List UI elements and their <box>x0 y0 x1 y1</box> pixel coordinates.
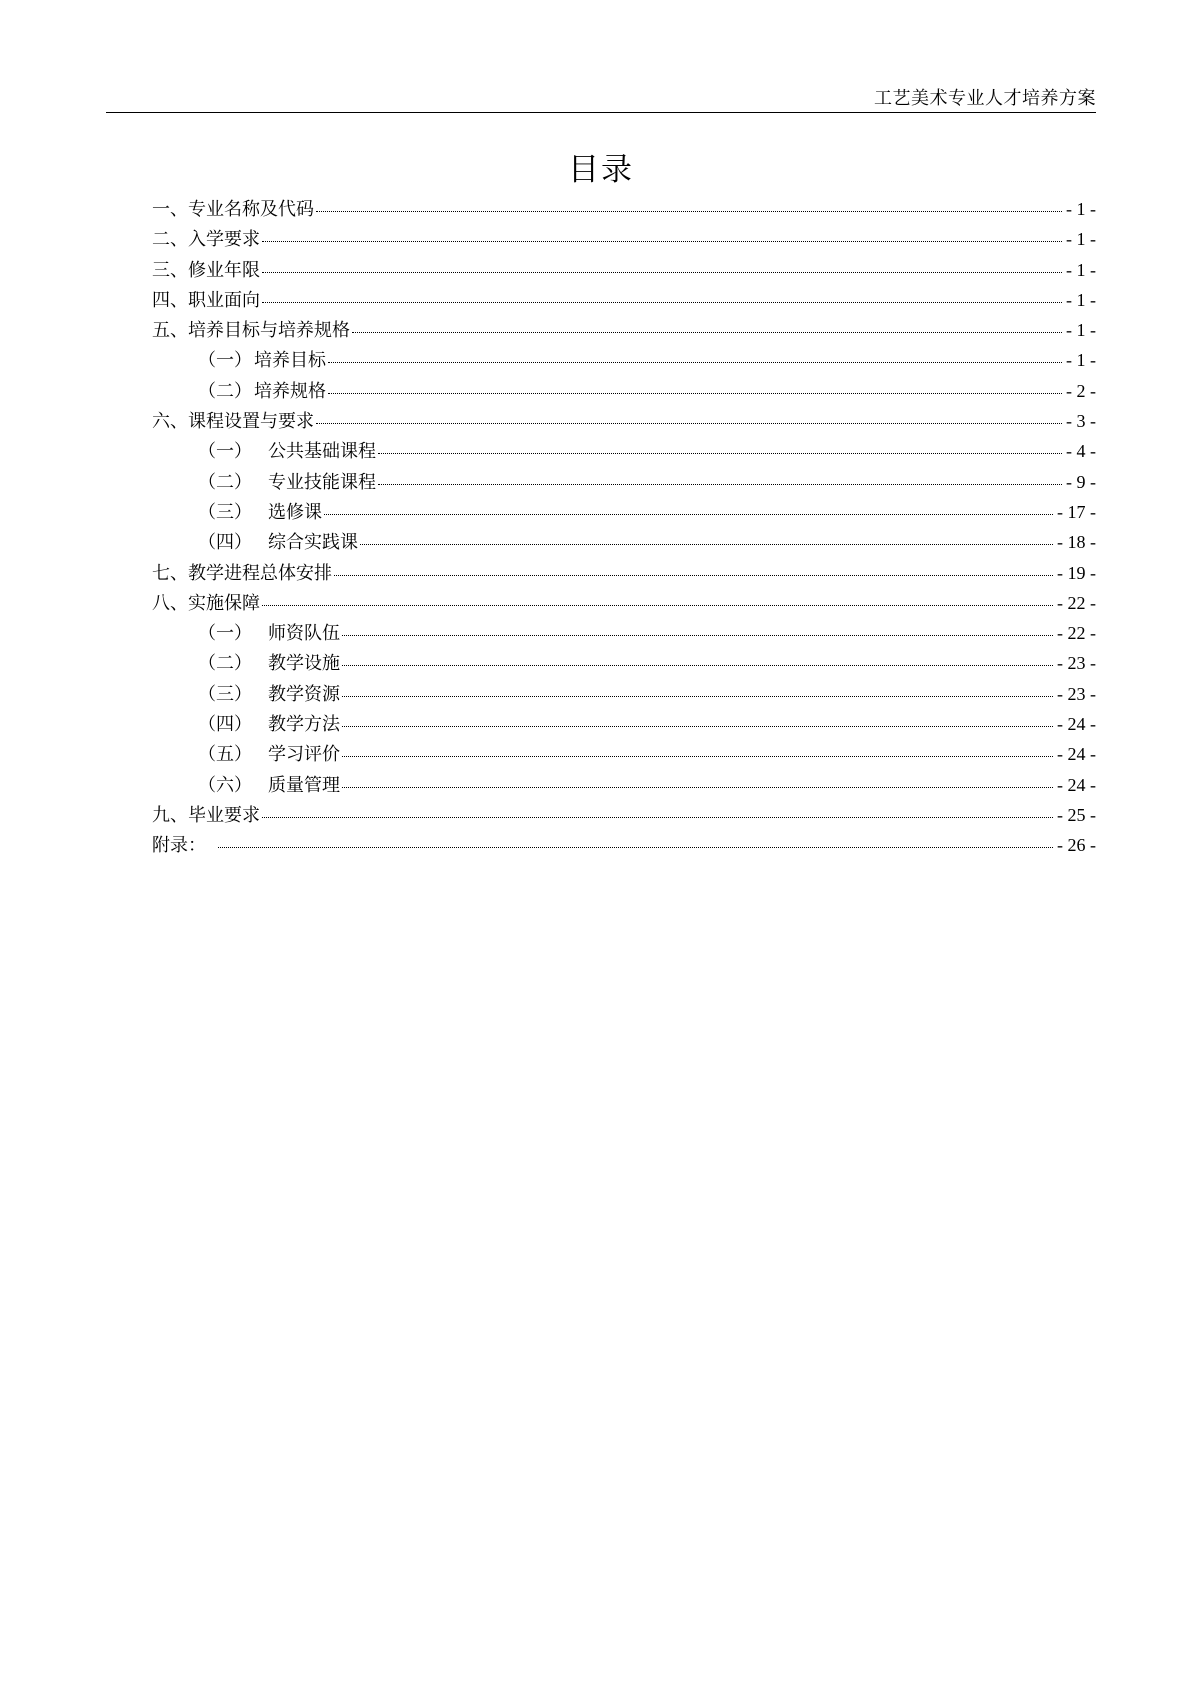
toc-entry-admission[interactable] <box>152 224 1096 254</box>
toc-entry-number: 四、 <box>152 289 188 311</box>
toc-entry-label: 教学资源 <box>268 683 340 705</box>
toc-entry-number: （四） <box>198 532 252 554</box>
dot-leader <box>262 301 1062 303</box>
toc-entry-label: 学习评价 <box>268 744 340 766</box>
dot-leader <box>262 604 1053 606</box>
toc-entry-label: 专业名称及代码 <box>188 199 314 220</box>
toc-entry-label: 专业技能课程 <box>268 471 376 493</box>
toc-subentry-goals[interactable] <box>152 345 1096 375</box>
header-rule <box>106 112 1096 113</box>
toc-entry-page: - 22 - <box>1057 592 1096 613</box>
toc-entry-number: （三） <box>198 683 252 705</box>
dot-leader <box>262 816 1053 818</box>
toc-entry-page: - 18 - <box>1057 532 1096 553</box>
toc-entry-number: （二） <box>198 471 252 493</box>
toc-entry-label: 培养规格 <box>254 380 326 402</box>
toc-entry-page: - 1 - <box>1066 199 1096 219</box>
toc-subentry-quality[interactable] <box>152 770 1096 800</box>
toc-entry-label: 毕业要求 <box>188 804 260 826</box>
toc-entry-label: 培养目标 <box>254 350 326 372</box>
toc-entry-label: 职业面向 <box>188 289 260 311</box>
dot-leader <box>342 634 1053 636</box>
toc-entry-page: - 1 - <box>1066 229 1096 250</box>
toc-entry-number: 二、 <box>152 229 188 251</box>
toc-entry-page: - 23 - <box>1057 653 1096 674</box>
dot-leader <box>334 574 1053 576</box>
toc-entry-study-length[interactable] <box>152 255 1096 285</box>
toc-entry-label: 培养目标与培养规格 <box>188 320 350 342</box>
toc-entry-number: （四） <box>198 714 252 736</box>
dot-leader <box>262 271 1062 273</box>
toc-entry-label: 综合实践课 <box>268 532 358 554</box>
toc-entry-schedule[interactable] <box>152 558 1096 588</box>
toc-entry-number: （一） <box>198 350 252 372</box>
toc-subentry-evaluation[interactable] <box>152 739 1096 769</box>
dot-leader <box>316 210 1062 212</box>
toc-subentry-public-courses[interactable] <box>152 436 1096 466</box>
dot-leader <box>328 361 1062 363</box>
toc-entry-number: 七、 <box>152 562 188 584</box>
toc-entry-page: - 4 - <box>1066 441 1096 462</box>
toc-entry-label: 教学设施 <box>268 653 340 675</box>
toc-entry-career[interactable] <box>152 285 1096 315</box>
toc-subentry-faculty[interactable] <box>152 618 1096 648</box>
toc-entry-number: （二） <box>198 380 252 402</box>
toc-entry-page: - 2 - <box>1066 380 1096 401</box>
toc-entry-page: - 3 - <box>1066 411 1096 432</box>
table-of-contents <box>152 194 1096 861</box>
toc-entry-graduation[interactable] <box>152 800 1096 830</box>
toc-entry-page: - 1 - <box>1066 320 1096 341</box>
dot-leader <box>262 240 1062 242</box>
toc-entry-page: - 19 - <box>1057 562 1096 583</box>
toc-entry-label: 课程设置与要求 <box>188 411 314 433</box>
toc-subentry-skill-courses[interactable] <box>152 467 1096 497</box>
toc-entry-page: - 1 - <box>1066 259 1096 280</box>
toc-entry-page: - 23 - <box>1057 683 1096 704</box>
dot-leader <box>218 846 1053 848</box>
toc-entry-page: - 24 - <box>1057 714 1096 735</box>
toc-entry-label: 教学方法 <box>268 714 340 736</box>
dot-leader <box>342 725 1053 727</box>
toc-entry-label: 实施保障 <box>188 592 260 614</box>
toc-entry-goals-specs[interactable] <box>152 315 1096 345</box>
toc-entry-number: 附录： <box>152 835 206 857</box>
toc-entry-page: - 9 - <box>1066 471 1096 492</box>
dot-leader <box>342 755 1053 757</box>
dot-leader <box>324 513 1053 515</box>
toc-entry-label: 入学要求 <box>188 229 260 251</box>
toc-entry-number: 一、 <box>152 199 188 220</box>
toc-entry-number: 五、 <box>152 320 188 342</box>
toc-entry-major-name[interactable] <box>152 194 1096 224</box>
dot-leader <box>316 422 1062 424</box>
toc-title: 目录 <box>568 152 634 188</box>
toc-entry-number: （二） <box>198 653 252 675</box>
dot-leader <box>360 543 1053 545</box>
toc-entry-label: 选修课 <box>268 501 322 523</box>
toc-entry-label: 质量管理 <box>268 774 340 796</box>
toc-entry-label: 师资队伍 <box>268 623 340 645</box>
dot-leader <box>328 392 1062 394</box>
dot-leader <box>342 786 1053 788</box>
toc-entry-page: - 1 - <box>1066 289 1096 310</box>
toc-subentry-facilities[interactable] <box>152 648 1096 678</box>
dot-leader <box>352 331 1062 333</box>
toc-entry-page: - 22 - <box>1057 623 1096 644</box>
running-header: 工艺美术专业人才培养方案 <box>874 88 1096 109</box>
toc-entry-number: 八、 <box>152 592 188 614</box>
dot-leader <box>342 695 1053 697</box>
toc-subentry-practice[interactable] <box>152 527 1096 557</box>
toc-entry-implementation[interactable] <box>152 588 1096 618</box>
toc-entry-number: （五） <box>198 744 252 766</box>
toc-entry-number: （六） <box>198 774 252 796</box>
toc-subentry-resources[interactable] <box>152 679 1096 709</box>
toc-entry-number: （三） <box>198 501 252 523</box>
toc-entry-label: 教学进程总体安排 <box>188 562 332 584</box>
toc-subentry-specs[interactable] <box>152 376 1096 406</box>
toc-entry-label: 修业年限 <box>188 259 260 281</box>
toc-entry-page: - 24 - <box>1057 744 1096 765</box>
toc-entry-label: 公共基础课程 <box>268 441 376 463</box>
toc-entry-number: 六、 <box>152 411 188 433</box>
toc-entry-page: - 25 - <box>1057 804 1096 825</box>
dot-leader <box>342 664 1053 666</box>
toc-entry-page: - 24 - <box>1057 774 1096 795</box>
toc-entry-number: （一） <box>198 623 252 645</box>
toc-entry-number: （一） <box>198 441 252 463</box>
toc-entry-number: 三、 <box>152 259 188 281</box>
toc-entry-number: 九、 <box>152 804 188 826</box>
toc-entry-page: - 1 - <box>1066 350 1096 371</box>
dot-leader <box>378 483 1062 485</box>
dot-leader <box>378 452 1062 454</box>
toc-entry-page: - 26 - <box>1057 835 1096 856</box>
toc-entry-curriculum[interactable] <box>152 406 1096 436</box>
toc-subentry-methods[interactable] <box>152 709 1096 739</box>
toc-subentry-electives[interactable] <box>152 497 1096 527</box>
toc-entry-appendix[interactable] <box>152 830 1096 860</box>
toc-entry-page: - 17 - <box>1057 501 1096 522</box>
